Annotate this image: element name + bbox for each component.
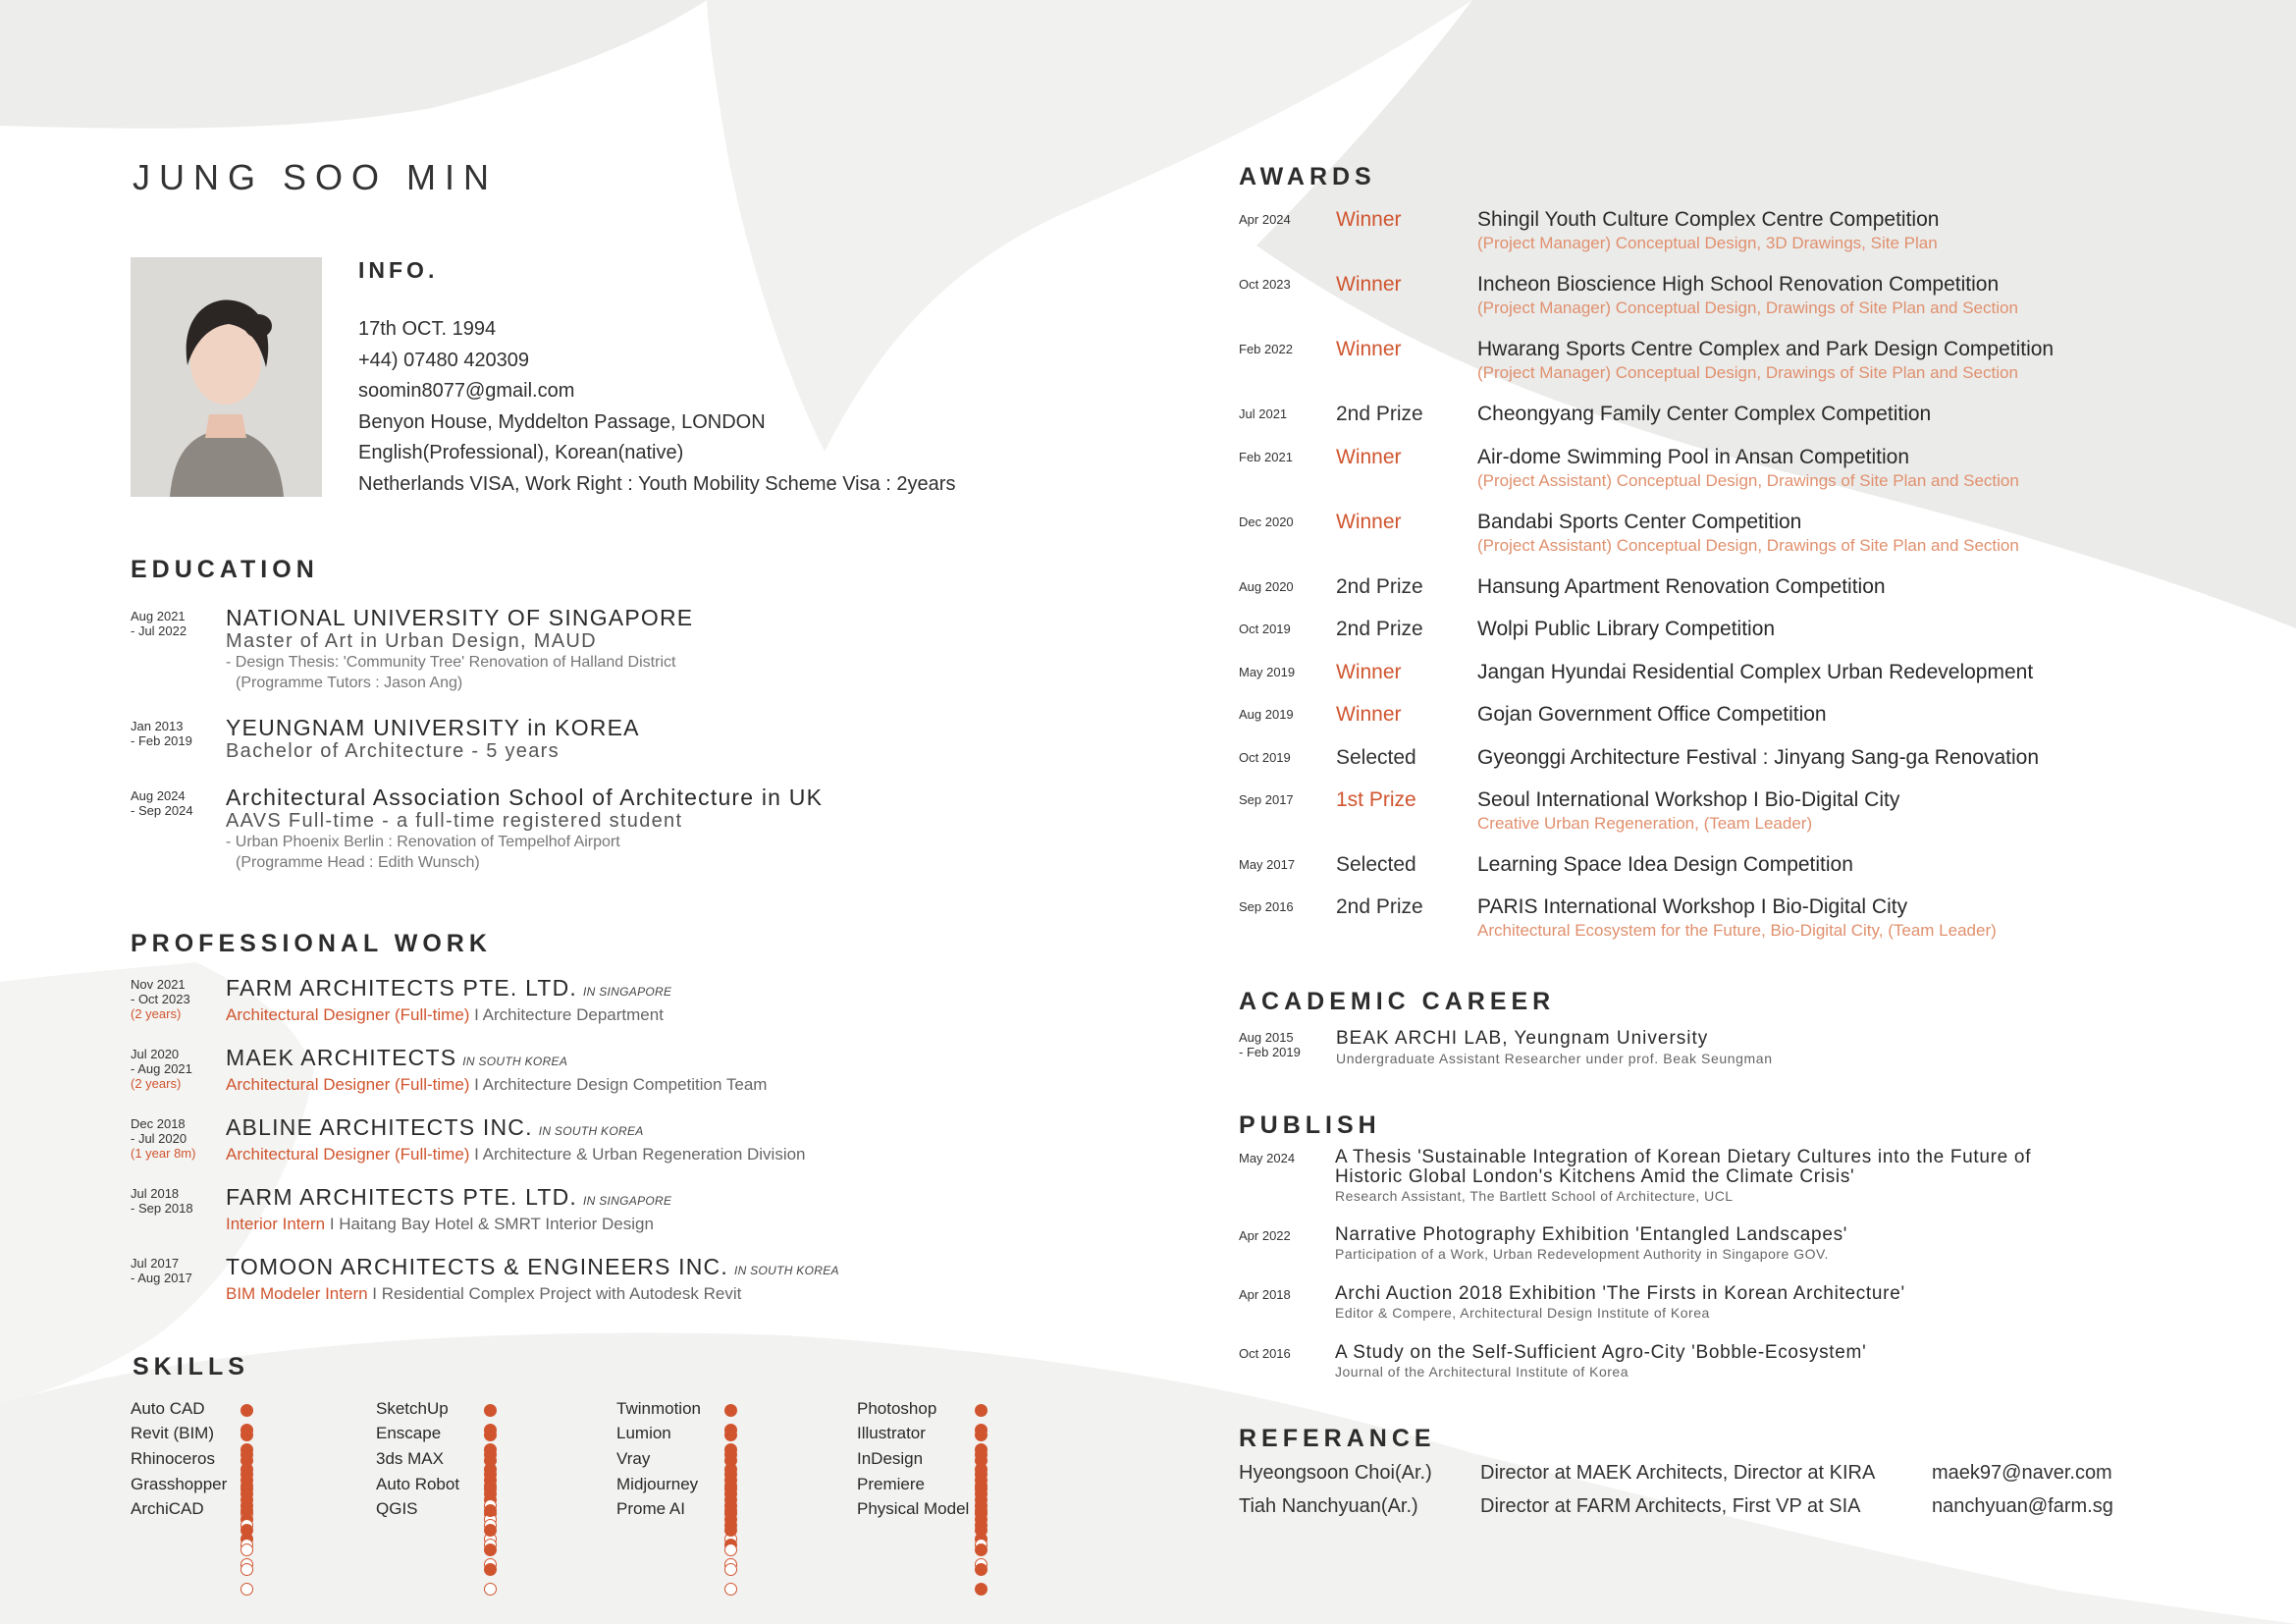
award-date: Oct 2023 — [1239, 277, 1291, 292]
school-name: Architectural Association School of Architecture in UK — [226, 785, 824, 810]
award-result: Selected — [1336, 853, 1416, 876]
award-title: Learning Space Idea Design Competition — [1477, 853, 1853, 876]
rating-dot-filled — [724, 1504, 737, 1517]
award-sub: Architectural Ecosystem for the Future, Bio-Digital City, (Team Leader) — [1477, 921, 1997, 940]
thesis-note: - Urban Phoenix Berlin : Renovation of Tempelhof Airport — [226, 834, 620, 850]
academic-career-heading: ACADEMIC CAREER — [1239, 988, 1556, 1015]
award-result: Winner — [1336, 273, 1402, 296]
award-date: Oct 2019 — [1239, 750, 1291, 765]
skill-name: Grasshopper — [131, 1475, 228, 1493]
awards-heading: AWARDS — [1239, 163, 1376, 190]
rating-dot-filled — [240, 1429, 253, 1441]
award-title: Wolpi Public Library Competition — [1477, 618, 1776, 640]
work-date: Jul 2018 - Sep 2018 — [131, 1186, 193, 1216]
skill-rating — [240, 1429, 257, 1442]
award-title: Seoul International Workshop I Bio-Digital City — [1477, 788, 1900, 811]
job-department: I Residential Complex Project with Autodesk Revit — [367, 1284, 742, 1303]
job-department: I Architecture Department — [469, 1005, 664, 1024]
award-result: 2nd Prize — [1336, 895, 1423, 918]
rating-dot-filled — [240, 1404, 253, 1417]
skill-rating — [975, 1480, 991, 1493]
company-name: FARM ARCHITECTS PTE. LTD. — [226, 975, 577, 1001]
award-result: 2nd Prize — [1336, 575, 1423, 598]
skills-heading: SKILLS — [133, 1353, 249, 1380]
award-result: 2nd Prize — [1336, 618, 1423, 640]
rating-dot-filled — [240, 1480, 253, 1492]
publish-date: May 2024 — [1239, 1151, 1296, 1165]
award-date: Feb 2022 — [1239, 342, 1293, 356]
thesis-note: - Design Thesis: 'Community Tree' Renovation of Halland District — [226, 654, 676, 671]
reference-name: Hyeongsoon Choi(Ar.) — [1239, 1462, 1432, 1484]
skill-rating — [724, 1504, 741, 1518]
rating-dot-filled — [484, 1563, 497, 1576]
professional-work-heading: PROFESSIONAL WORK — [131, 930, 492, 957]
award-title: Hwarang Sports Centre Complex and Park Design Competition — [1477, 338, 2055, 360]
school-name: YEUNGNAM UNIVERSITY in KOREA — [226, 715, 640, 740]
visa: Netherlands VISA, Work Right : Youth Mobility Scheme Visa : 2years — [358, 472, 956, 495]
award-date: Sep 2017 — [1239, 792, 1294, 807]
job-role: Architectural Designer (Full-time) — [226, 1075, 470, 1094]
award-result: Winner — [1336, 661, 1402, 683]
address: Benyon House, Myddelton Passage, LONDON — [358, 410, 766, 433]
award-title: Jangan Hyundai Residential Complex Urban Redevelopment — [1477, 661, 2034, 683]
skill-rating — [240, 1480, 257, 1493]
rating-dot-filled — [484, 1404, 497, 1417]
skill-rating — [975, 1429, 991, 1442]
publish-title: Archi Auction 2018 Exhibition 'The Firsts in Korean Architecture' — [1335, 1283, 1905, 1304]
publish-sub: Participation of a Work, Urban Redevelopment Authority in Singapore GOV. — [1335, 1246, 1829, 1262]
award-sub: (Project Manager) Conceptual Design, Drawings of Site Plan and Section — [1477, 298, 2018, 317]
rating-dot-filled — [484, 1543, 497, 1556]
skill-rating — [240, 1404, 257, 1418]
award-date: Oct 2019 — [1239, 622, 1291, 636]
skill-name: Prome AI — [616, 1499, 685, 1518]
publish-sub: Journal of the Architectural Institute of Korea — [1335, 1364, 1629, 1380]
rating-dot-filled — [975, 1404, 988, 1417]
info-list — [358, 314, 955, 500]
publish-sub: Research Assistant, The Bartlett School of Architecture, UCL — [1335, 1188, 1734, 1204]
award-title: Cheongyang Family Center Complex Competition — [1477, 403, 1932, 425]
award-date: Aug 2020 — [1239, 579, 1294, 594]
skill-name: Enscape — [376, 1424, 442, 1442]
skill-name: Photoshop — [857, 1399, 937, 1418]
rating-dot-filled — [975, 1454, 988, 1467]
job-role: Architectural Designer (Full-time) — [226, 1005, 470, 1024]
award-result: Winner — [1336, 446, 1402, 468]
job-department: I Architecture & Urban Regeneration Division — [469, 1145, 806, 1164]
degree: Bachelor of Architecture - 5 years — [226, 740, 560, 762]
award-result: Winner — [1336, 338, 1402, 360]
rating-dot-filled — [724, 1454, 737, 1467]
skill-rating — [484, 1504, 501, 1518]
award-date: Sep 2016 — [1239, 899, 1294, 914]
rating-dot-filled — [484, 1480, 497, 1492]
rating-dot-filled — [724, 1480, 737, 1492]
info-heading: INFO. — [358, 257, 439, 283]
rating-dot-empty — [240, 1583, 253, 1596]
phone: +44) 07480 420309 — [358, 349, 530, 371]
rating-dot-empty — [724, 1563, 737, 1576]
rating-dot-empty — [724, 1583, 737, 1596]
reference-position: Director at FARM Architects, First VP at SIA — [1480, 1495, 1861, 1517]
school-name: NATIONAL UNIVERSITY OF SINGAPORE — [226, 605, 694, 630]
award-date: May 2019 — [1239, 665, 1296, 679]
skill-rating — [240, 1454, 257, 1468]
award-result: Winner — [1336, 511, 1402, 533]
publish-date: Apr 2018 — [1239, 1287, 1291, 1302]
award-result: Winner — [1336, 703, 1402, 726]
rating-dot-filled — [724, 1429, 737, 1441]
award-date: Dec 2020 — [1239, 514, 1294, 529]
publish-sub: Editor & Compere, Architectural Design Institute of Korea — [1335, 1305, 1710, 1321]
award-title: Gojan Government Office Competition — [1477, 703, 1827, 726]
company-location: IN SOUTH KOREA — [538, 1124, 644, 1138]
languages: English(Professional), Korean(native) — [358, 442, 684, 463]
skill-name: Premiere — [857, 1475, 925, 1493]
tutor-note: (Programme Head : Edith Wunsch) — [236, 854, 480, 871]
company-location: IN SOUTH KOREA — [462, 1055, 568, 1068]
reference-position: Director at MAEK Architects, Director at KIRA — [1480, 1462, 1876, 1484]
award-result: Selected — [1336, 746, 1416, 769]
award-date: May 2017 — [1239, 857, 1296, 872]
profile-photo — [131, 257, 322, 497]
work-date: Jul 2017 - Aug 2017 — [131, 1256, 192, 1285]
skill-name: InDesign — [857, 1449, 924, 1468]
rating-dot-filled — [724, 1404, 737, 1417]
rating-dot-filled — [240, 1504, 253, 1517]
rating-dot-filled — [975, 1504, 988, 1517]
award-title: PARIS International Workshop I Bio-Digital City — [1477, 895, 1908, 918]
rating-dot-filled — [975, 1480, 988, 1492]
rating-dot-empty — [240, 1543, 253, 1556]
rating-dot-filled — [484, 1504, 497, 1517]
company-location: IN SINGAPORE — [583, 1194, 672, 1208]
skill-name: Physical Model — [857, 1499, 970, 1518]
email: soomin8077@gmail.com — [358, 380, 575, 402]
rating-dot-empty — [484, 1583, 497, 1596]
company-name: MAEK ARCHITECTS — [226, 1045, 457, 1070]
skill-rating — [240, 1504, 257, 1518]
publish-date: Apr 2022 — [1239, 1228, 1291, 1243]
publish-title: A Thesis 'Sustainable Integration of Korean Dietary Cultures into the Future of Historic Global London's Kitchens Amid the Climate Crisis' — [1335, 1147, 2032, 1187]
rating-dot-filled — [975, 1583, 988, 1596]
award-title: Hansung Apartment Renovation Competition — [1477, 575, 1886, 598]
rating-dot-filled — [975, 1429, 988, 1441]
publish-heading: PUBLISH — [1239, 1111, 1381, 1139]
award-title: Incheon Bioscience High School Renovation Competition — [1477, 273, 2000, 296]
skill-rating — [724, 1454, 741, 1468]
award-sub: (Project Assistant) Conceptual Design, Drawings of Site Plan and Section — [1477, 471, 2019, 490]
rating-dot-filled — [240, 1454, 253, 1467]
skill-rating — [975, 1504, 991, 1518]
rating-dot-filled — [484, 1454, 497, 1467]
rating-dot-filled — [484, 1429, 497, 1441]
academic-sub: Undergraduate Assistant Researcher under prof. Beak Seungman — [1336, 1051, 1773, 1066]
skill-rating — [484, 1480, 501, 1493]
education-date: Aug 2021 - Jul 2022 — [131, 609, 187, 638]
work-date: Dec 2018 - Jul 2020 (1 year 8m) — [131, 1116, 196, 1161]
award-result: Winner — [1336, 208, 1402, 231]
award-sub: (Project Assistant) Conceptual Design, Drawings of Site Plan and Section — [1477, 536, 2019, 555]
rating-dot-filled — [724, 1524, 737, 1537]
award-sub: (Project Manager) Conceptual Design, Drawings of Site Plan and Section — [1477, 363, 2018, 382]
skill-name: Illustrator — [857, 1424, 926, 1442]
award-title: Bandabi Sports Center Competition — [1477, 511, 1802, 533]
reference-heading: REFERANCE — [1239, 1425, 1436, 1452]
skill-name: Rhinoceros — [131, 1449, 215, 1468]
skill-rating — [484, 1404, 501, 1418]
rating-dot-filled — [240, 1524, 253, 1537]
academic-title: BEAK ARCHI LAB, Yeungnam University — [1336, 1028, 1709, 1049]
skill-name: ArchiCAD — [131, 1499, 204, 1518]
reference-name: Tiah Nanchyuan(Ar.) — [1239, 1495, 1418, 1517]
company-location: IN SINGAPORE — [583, 985, 672, 999]
skill-name: Midjourney — [616, 1475, 699, 1493]
award-date: Aug 2019 — [1239, 707, 1294, 722]
award-date: Feb 2021 — [1239, 450, 1293, 464]
resume-name: JUNG SOO MIN — [133, 157, 499, 197]
skill-name: Auto CAD — [131, 1399, 205, 1418]
award-title: Gyeonggi Architecture Festival : Jinyang Sang-ga Renovation — [1477, 746, 2039, 769]
reference-email[interactable]: maek97@naver.com — [1932, 1462, 2112, 1484]
rating-dot-filled — [484, 1524, 497, 1537]
tutor-note: (Programme Tutors : Jason Ang) — [236, 675, 463, 691]
skill-name: Revit (BIM) — [131, 1424, 214, 1442]
skill-name: 3ds MAX — [376, 1449, 444, 1468]
job-role: Architectural Designer (Full-time) — [226, 1145, 470, 1164]
education-heading: EDUCATION — [131, 556, 319, 583]
skill-name: Twinmotion — [616, 1399, 701, 1418]
rating-dot-empty — [240, 1563, 253, 1576]
skill-name: SketchUp — [376, 1399, 449, 1418]
job-role: BIM Modeler Intern — [226, 1284, 368, 1303]
work-date: Jul 2020 - Aug 2021 (2 years) — [131, 1047, 192, 1091]
award-result: 1st Prize — [1336, 788, 1416, 811]
award-result: 2nd Prize — [1336, 403, 1423, 425]
job-department: I Haitang Bay Hotel & SMRT Interior Design — [325, 1215, 654, 1233]
publish-title: Narrative Photography Exhibition 'Entangled Landscapes' — [1335, 1224, 1848, 1245]
rating-dot-filled — [975, 1543, 988, 1556]
rating-dot-filled — [975, 1563, 988, 1576]
degree: AAVS Full-time - a full-time registered student — [226, 810, 683, 832]
education-date: Aug 2024 - Sep 2024 — [131, 788, 193, 818]
award-title: Air-dome Swimming Pool in Ansan Competition — [1477, 446, 1910, 468]
skill-rating — [724, 1480, 741, 1493]
skill-rating — [975, 1454, 991, 1468]
birthdate: 17th OCT. 1994 — [358, 318, 497, 340]
skill-name: QGIS — [376, 1499, 418, 1518]
publish-title: A Study on the Self-Sufficient Agro-City 'Bobble-Ecosystem' — [1335, 1342, 1867, 1363]
job-department: I Architecture Design Competition Team — [469, 1075, 768, 1094]
skill-name: Vray — [616, 1449, 651, 1468]
work-date: Nov 2021 - Oct 2023 (2 years) — [131, 977, 190, 1021]
skill-rating — [484, 1429, 501, 1442]
publish-date: Oct 2016 — [1239, 1346, 1291, 1361]
award-sub: (Project Manager) Conceptual Design, 3D Drawings, Site Plan — [1477, 234, 1938, 252]
education-date: Jan 2013 - Feb 2019 — [131, 719, 192, 748]
academic-date: Aug 2015 - Feb 2019 — [1239, 1030, 1301, 1059]
rating-dot-filled — [975, 1524, 988, 1537]
skill-name: Auto Robot — [376, 1475, 460, 1493]
award-date: Jul 2021 — [1239, 406, 1288, 421]
company-location: IN SOUTH KOREA — [733, 1264, 839, 1277]
job-role: Interior Intern — [226, 1215, 326, 1233]
skill-rating — [975, 1404, 991, 1418]
skill-name: Lumion — [616, 1424, 671, 1442]
company-name: TOMOON ARCHITECTS & ENGINEERS INC. — [226, 1254, 728, 1279]
company-name: FARM ARCHITECTS PTE. LTD. — [226, 1184, 577, 1210]
skill-rating — [484, 1454, 501, 1468]
award-title: Shingil Youth Culture Complex Centre Competition — [1477, 208, 1940, 231]
skill-rating — [724, 1404, 741, 1418]
company-name: ABLINE ARCHITECTS INC. — [226, 1114, 533, 1140]
award-sub: Creative Urban Regeneration, (Team Leader) — [1477, 814, 1813, 833]
award-date: Apr 2024 — [1239, 212, 1291, 227]
rating-dot-empty — [724, 1543, 737, 1556]
skill-rating — [724, 1429, 741, 1442]
degree: Master of Art in Urban Design, MAUD — [226, 630, 597, 652]
reference-email[interactable]: nanchyuan@farm.sg — [1932, 1495, 2113, 1517]
